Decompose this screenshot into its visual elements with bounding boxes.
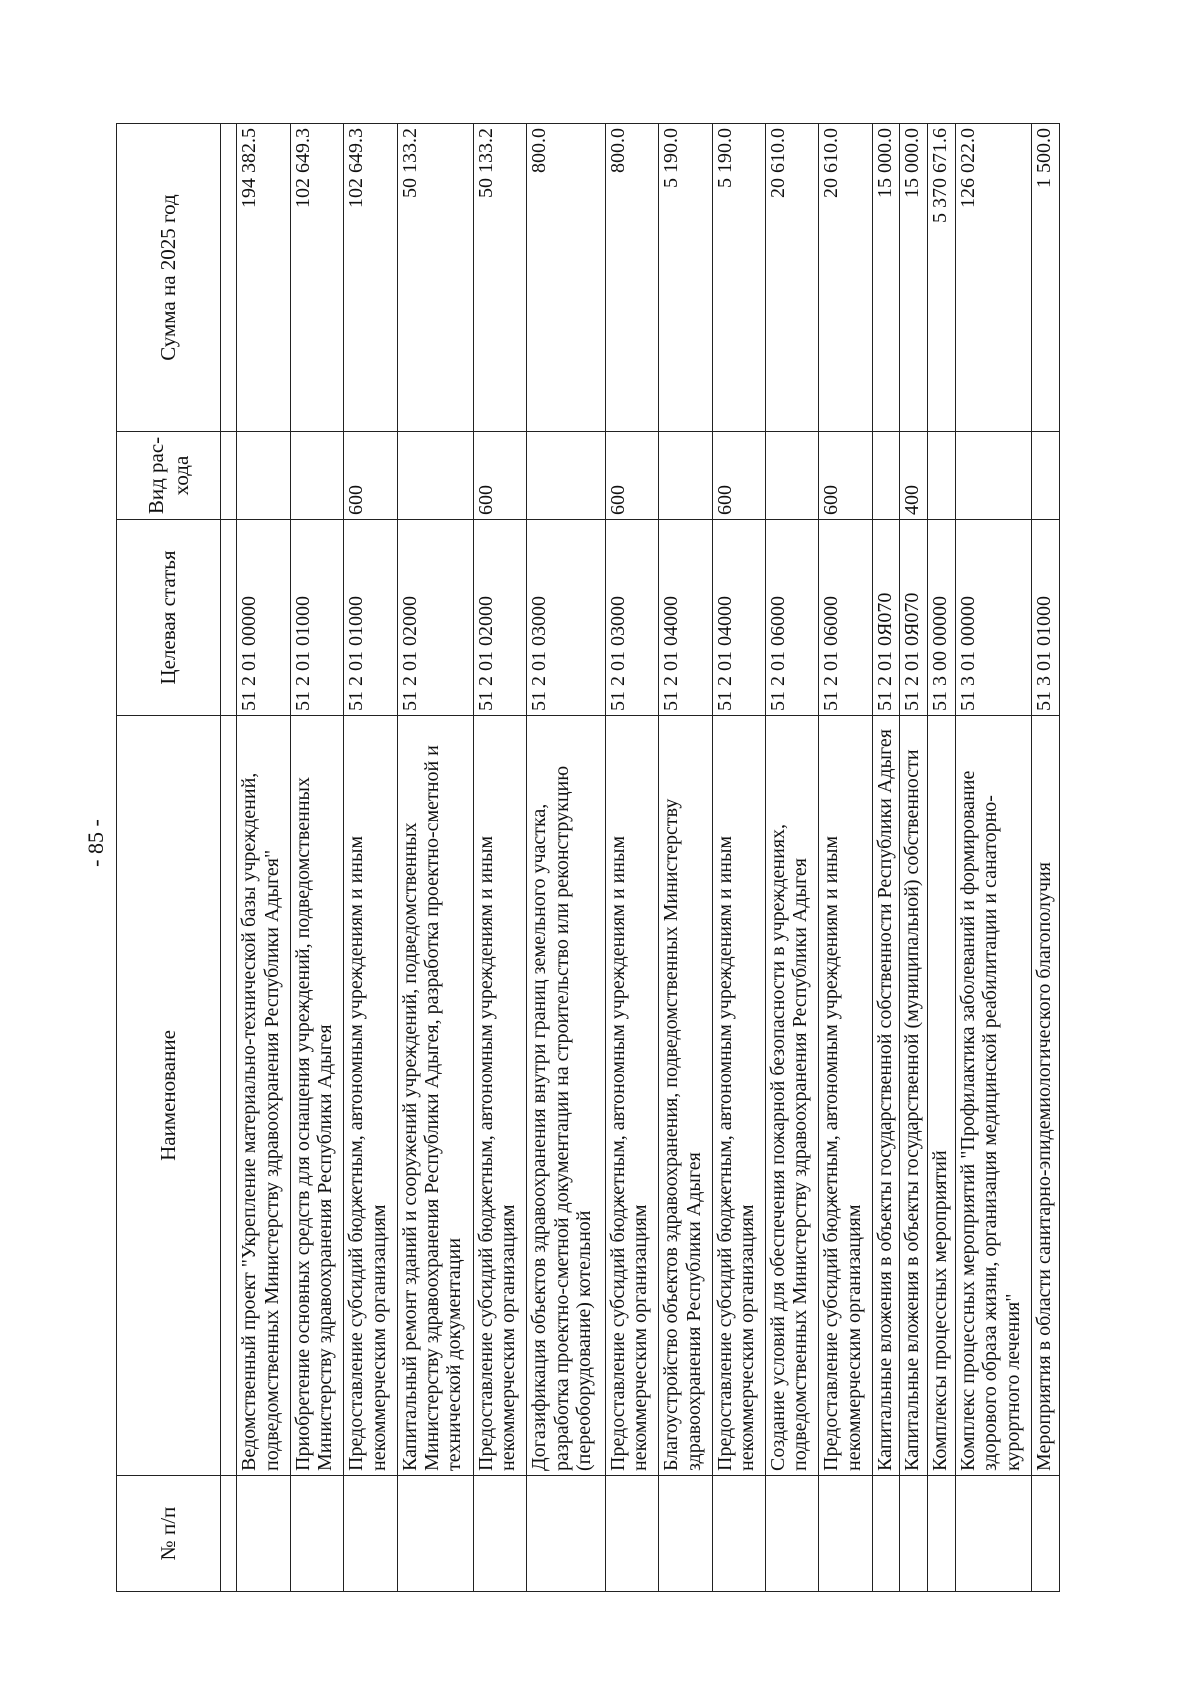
table-row <box>237 124 290 1592</box>
name-cell: Предоставление субсидий бюджетным, автономным учреждениям и иным некоммерческим организациям <box>344 716 397 1476</box>
table-row <box>819 124 872 1592</box>
spacer-cell <box>221 432 237 520</box>
code-cell: 51 3 00 00000 <box>928 520 956 716</box>
num-cell <box>928 1476 956 1592</box>
amount-cell: 126 022.0 <box>955 124 1031 432</box>
amount-cell: 5 370 671.6 <box>928 124 956 432</box>
table-row <box>659 124 712 1592</box>
kind-cell <box>766 432 819 520</box>
amount-cell: 5 190.0 <box>659 124 712 432</box>
table-row <box>397 124 473 1592</box>
table-row <box>1032 124 1060 1592</box>
code-cell: 51 2 01 01000 <box>290 520 343 716</box>
code-cell: 51 3 01 01000 <box>1032 520 1060 716</box>
kind-cell: 600 <box>605 432 658 520</box>
num-cell <box>766 1476 819 1592</box>
name-cell: Капитальные вложения в объекты государственной (муниципальной) собственности <box>900 716 928 1476</box>
num-cell <box>900 1476 928 1592</box>
amount-cell: 800.0 <box>527 124 605 432</box>
name-cell: Ведомственный проект "Укрепление материально-технической базы учреждений, подведомственных Министерству здравоохранения Республики Адыгея" <box>237 716 290 1476</box>
code-cell: 51 2 01 04000 <box>712 520 765 716</box>
name-cell: Благоустройство объектов здравоохранения, подведомственных Министерству здравоохранения Республики Адыгея <box>659 716 712 1476</box>
amount-cell: 20 610.0 <box>819 124 872 432</box>
header-code: Целевая статья <box>117 520 221 716</box>
code-cell: 51 2 01 03000 <box>605 520 658 716</box>
num-cell <box>819 1476 872 1592</box>
budget-table <box>116 123 1060 1592</box>
code-cell: 51 2 01 03000 <box>527 520 605 716</box>
table-row <box>344 124 397 1592</box>
amount-cell: 102 649.3 <box>290 124 343 432</box>
page-number: - 85 - <box>83 819 108 867</box>
table-row <box>928 124 956 1592</box>
name-cell: Мероприятия в области санитарно-эпидемиологического благополучия <box>1032 716 1060 1476</box>
kind-cell <box>928 432 956 520</box>
name-cell: Капитальный ремонт зданий и сооружений учреждений, подведомственных Министерству здравоохранения Республики Адыгея, разработка проектно-сметной и технической документации <box>397 716 473 1476</box>
budget-table-page <box>116 124 1060 1592</box>
spacer-cell <box>221 124 237 432</box>
table-row <box>955 124 1031 1592</box>
code-cell: 51 2 01 06000 <box>819 520 872 716</box>
kind-cell: 400 <box>900 432 928 520</box>
num-cell <box>659 1476 712 1592</box>
code-cell: 51 3 01 00000 <box>955 520 1031 716</box>
spacer-cell <box>221 1476 237 1592</box>
code-cell: 51 2 01 01000 <box>344 520 397 716</box>
kind-cell <box>1032 432 1060 520</box>
amount-cell: 20 610.0 <box>766 124 819 432</box>
kind-cell <box>397 432 473 520</box>
kind-cell <box>237 432 290 520</box>
code-cell: 51 2 01 0Я070 <box>900 520 928 716</box>
num-cell <box>712 1476 765 1592</box>
amount-cell: 50 133.2 <box>473 124 526 432</box>
name-cell: Создание условий для обеспечения пожарной безопасности в учреждениях, подведомственных Министерству здравоохранения Республики Адыгея <box>766 716 819 1476</box>
name-cell: Предоставление субсидий бюджетным, автономным учреждениям и иным некоммерческим организациям <box>473 716 526 1476</box>
amount-cell: 102 649.3 <box>344 124 397 432</box>
amount-cell: 15 000.0 <box>872 124 900 432</box>
name-cell: Предоставление субсидий бюджетным, автономным учреждениям и иным некоммерческим организациям <box>605 716 658 1476</box>
amount-cell: 1 500.0 <box>1032 124 1060 432</box>
num-cell <box>955 1476 1031 1592</box>
table-row <box>712 124 765 1592</box>
name-cell: Предоставление субсидий бюджетным, автономным учреждениям и иным некоммерческим организациям <box>819 716 872 1476</box>
table-row <box>872 124 900 1592</box>
kind-cell: 600 <box>473 432 526 520</box>
num-cell <box>290 1476 343 1592</box>
code-cell: 51 2 01 00000 <box>237 520 290 716</box>
table-header-row <box>117 124 221 1592</box>
table-row <box>290 124 343 1592</box>
header-name: Наименование <box>117 716 221 1476</box>
num-cell <box>473 1476 526 1592</box>
name-cell: Комплексы процессных мероприятий <box>928 716 956 1476</box>
kind-cell <box>527 432 605 520</box>
table-spacer-row <box>221 124 237 1592</box>
name-cell: Комплекс процессных мероприятий "Профилактика заболеваний и формирование здорового образа жизни, организация медицинской реабилитации и санаторно-курортного лечения" <box>955 716 1031 1476</box>
name-cell: Приобретение основных средств для оснащения учреждений, подведомственных Министерству здравоохранения Республики Адыгея <box>290 716 343 1476</box>
table-row <box>473 124 526 1592</box>
code-cell: 51 2 01 04000 <box>659 520 712 716</box>
num-cell <box>344 1476 397 1592</box>
name-cell: Предоставление субсидий бюджетным, автономным учреждениям и иным некоммерческим организациям <box>712 716 765 1476</box>
amount-cell: 800.0 <box>605 124 658 432</box>
header-kind: Вид рас-хода <box>117 432 221 520</box>
num-cell <box>397 1476 473 1592</box>
kind-cell <box>955 432 1031 520</box>
code-cell: 51 2 01 02000 <box>397 520 473 716</box>
header-num: № п/п <box>117 1476 221 1592</box>
num-cell <box>237 1476 290 1592</box>
kind-cell <box>290 432 343 520</box>
table-row <box>605 124 658 1592</box>
amount-cell: 194 382.5 <box>237 124 290 432</box>
table-row <box>527 124 605 1592</box>
num-cell <box>605 1476 658 1592</box>
name-cell: Капитальные вложения в объекты государственной собственности Республики Адыгея <box>872 716 900 1476</box>
kind-cell <box>659 432 712 520</box>
code-cell: 51 2 01 02000 <box>473 520 526 716</box>
code-cell: 51 2 01 06000 <box>766 520 819 716</box>
table-row <box>900 124 928 1592</box>
amount-cell: 5 190.0 <box>712 124 765 432</box>
header-amount: Сумма на 2025 год <box>117 124 221 432</box>
spacer-cell <box>221 520 237 716</box>
kind-cell <box>872 432 900 520</box>
name-cell: Догазификация объектов здравоохранения внутри границ земельного участка, разработка проектно-сметной документации на строительство или реконструкцию (переоборудование) котельной <box>527 716 605 1476</box>
code-cell: 51 2 01 0Я070 <box>872 520 900 716</box>
table-row <box>766 124 819 1592</box>
table-body <box>221 124 1060 1592</box>
num-cell <box>872 1476 900 1592</box>
num-cell <box>1032 1476 1060 1592</box>
num-cell <box>527 1476 605 1592</box>
spacer-cell <box>221 716 237 1476</box>
kind-cell: 600 <box>712 432 765 520</box>
amount-cell: 50 133.2 <box>397 124 473 432</box>
kind-cell: 600 <box>344 432 397 520</box>
amount-cell: 15 000.0 <box>900 124 928 432</box>
kind-cell: 600 <box>819 432 872 520</box>
